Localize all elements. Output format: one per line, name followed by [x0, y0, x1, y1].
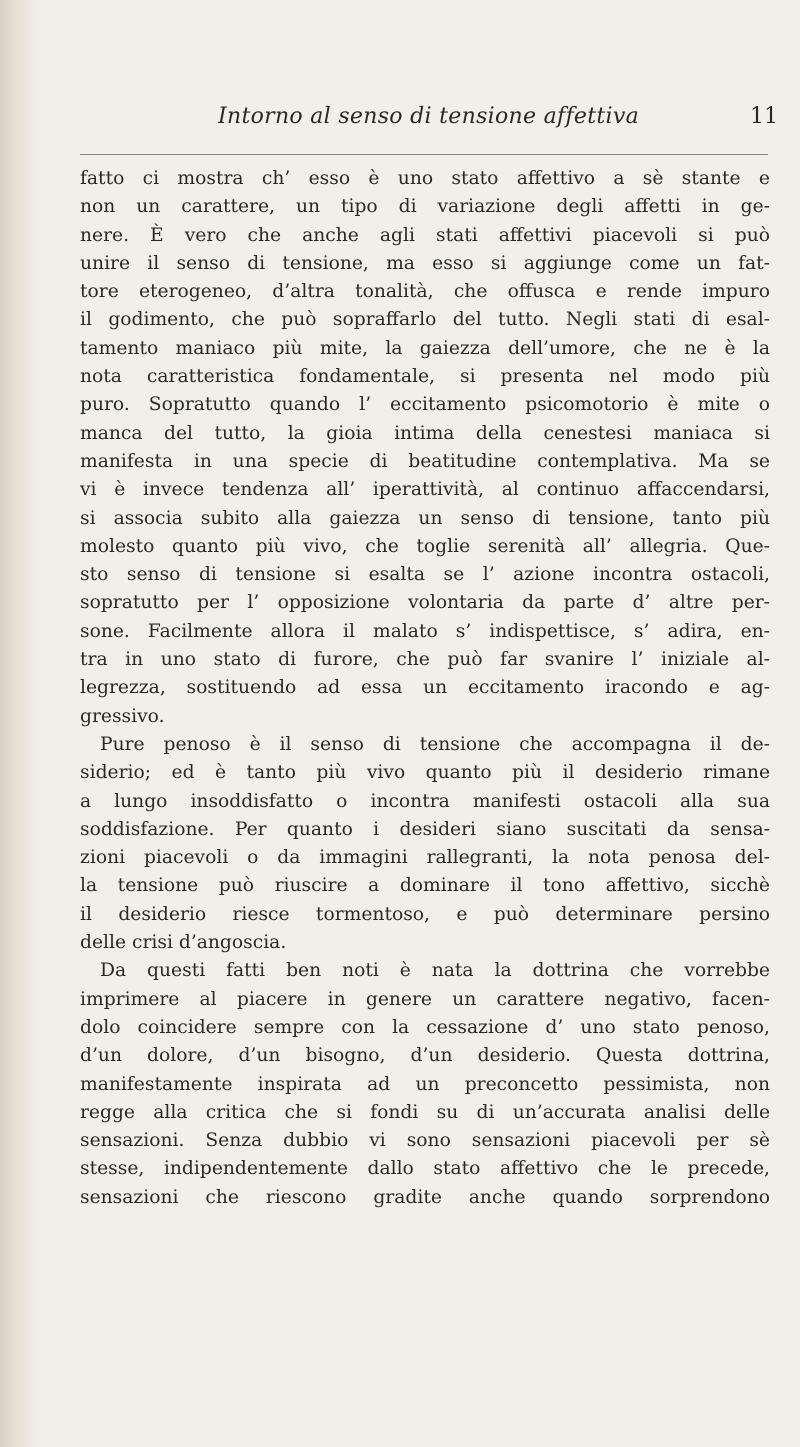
text-line: soddisfazione. Per quanto i desideri siano suscitati da sensa- [80, 818, 770, 840]
text-line: delle crisi d’angoscia. [80, 932, 287, 954]
text-line: manifestamente inspirata ad un preconcetto pessimista, non [80, 1073, 770, 1095]
text-line: manca del tutto, la gioia intima della cenestesi maniaca si [80, 422, 770, 444]
text-line: legrezza, sostituendo ad essa un eccitamento iracondo e ag- [80, 677, 770, 699]
text-line: imprimere al piacere in genere un carattere negativo, facen- [80, 988, 770, 1010]
text-line: a lungo insoddisfatto o incontra manifesti ostacoli alla sua [80, 790, 770, 812]
page-number: 11 [750, 104, 778, 129]
text-line: tamento maniaco più mite, la gaiezza dell’umore, che ne è la [80, 337, 770, 359]
paragraph-start-line: Da questi fatti ben noti è nata la dottrina che vorrebbe [100, 960, 770, 982]
text-line: tra in uno stato di furore, che può far svanire l’ iniziale al- [80, 649, 770, 671]
text-line: vi è invece tendenza all’ iperattività, al continuo affaccendarsi, [80, 479, 770, 501]
text-line: puro. Sopratutto quando l’ eccitamento psicomotorio è mite o [80, 394, 770, 416]
paragraph-start-line: Pure penoso è il senso di tensione che accompagna il de- [100, 733, 770, 755]
text-line: zioni piacevoli o da immagini rallegranti, la nota penosa del- [80, 847, 770, 869]
page-header [40, 104, 800, 144]
text-line: manifesta in una specie di beatitudine contemplativa. Ma se [80, 450, 770, 472]
text-line: siderio; ed è tanto più vivo quanto più il desiderio rimane [80, 762, 770, 784]
header-rule [80, 154, 768, 155]
text-line: gressivo. [80, 705, 165, 727]
text-line: si associa subito alla gaiezza un senso di tensione, tanto più [80, 507, 770, 529]
page-edge-shadow [0, 0, 40, 1447]
text-line: sensazioni. Senza dubbio vi sono sensazioni piacevoli per sè [80, 1130, 770, 1152]
text-line: molesto quanto più vivo, che toglie serenità all’ allegria. Que- [80, 535, 770, 557]
text-line: il desiderio riesce tormentoso, e può determinare persino [80, 903, 770, 925]
text-line: fatto ci mostra ch’ esso è uno stato affettivo a sè stante e [80, 168, 770, 189]
text-line: unire il senso di tensione, ma esso si aggiunge come un fat- [80, 252, 770, 274]
text-line: nota caratteristica fondamentale, si presenta nel modo più [80, 366, 770, 388]
text-line: tore eterogeneo, d’altra tonalità, che offusca e rende impuro [80, 281, 770, 303]
text-line: dolo coincidere sempre con la cessazione d’ uno stato penoso, [80, 1016, 770, 1038]
text-line: sto senso di tensione si esalta se l’ azione incontra ostacoli, [80, 564, 770, 586]
text-line: sone. Facilmente allora il malato s’ indispettisce, s’ adira, en- [80, 620, 770, 642]
text-line: la tensione può riuscire a dominare il tono affettivo, sicchè [80, 875, 770, 897]
text-line: d’un dolore, d’un bisogno, d’un desiderio. Questa dottrina, [80, 1045, 770, 1067]
body-text [80, 165, 770, 1212]
text-line: nere. È vero che anche agli stati affettivi piacevoli si può [80, 224, 770, 246]
text-line: stesse, indipendentemente dallo stato affettivo che le precede, [80, 1158, 770, 1180]
text-line: sensazioni che riescono gradite anche quando sorprendono [80, 1186, 770, 1208]
text-line: sopratutto per l’ opposizione volontaria da parte d’ altre per- [80, 592, 770, 614]
text-line: il godimento, che può sopraffarlo del tutto. Negli stati di esal- [80, 309, 770, 331]
text-line: regge alla critica che si fondi su di un’accurata analisi delle [80, 1101, 770, 1123]
running-title: Intorno al senso di tensione affettiva [218, 104, 639, 129]
text-line: non un carattere, un tipo di variazione degli affetti in ge- [80, 196, 770, 218]
